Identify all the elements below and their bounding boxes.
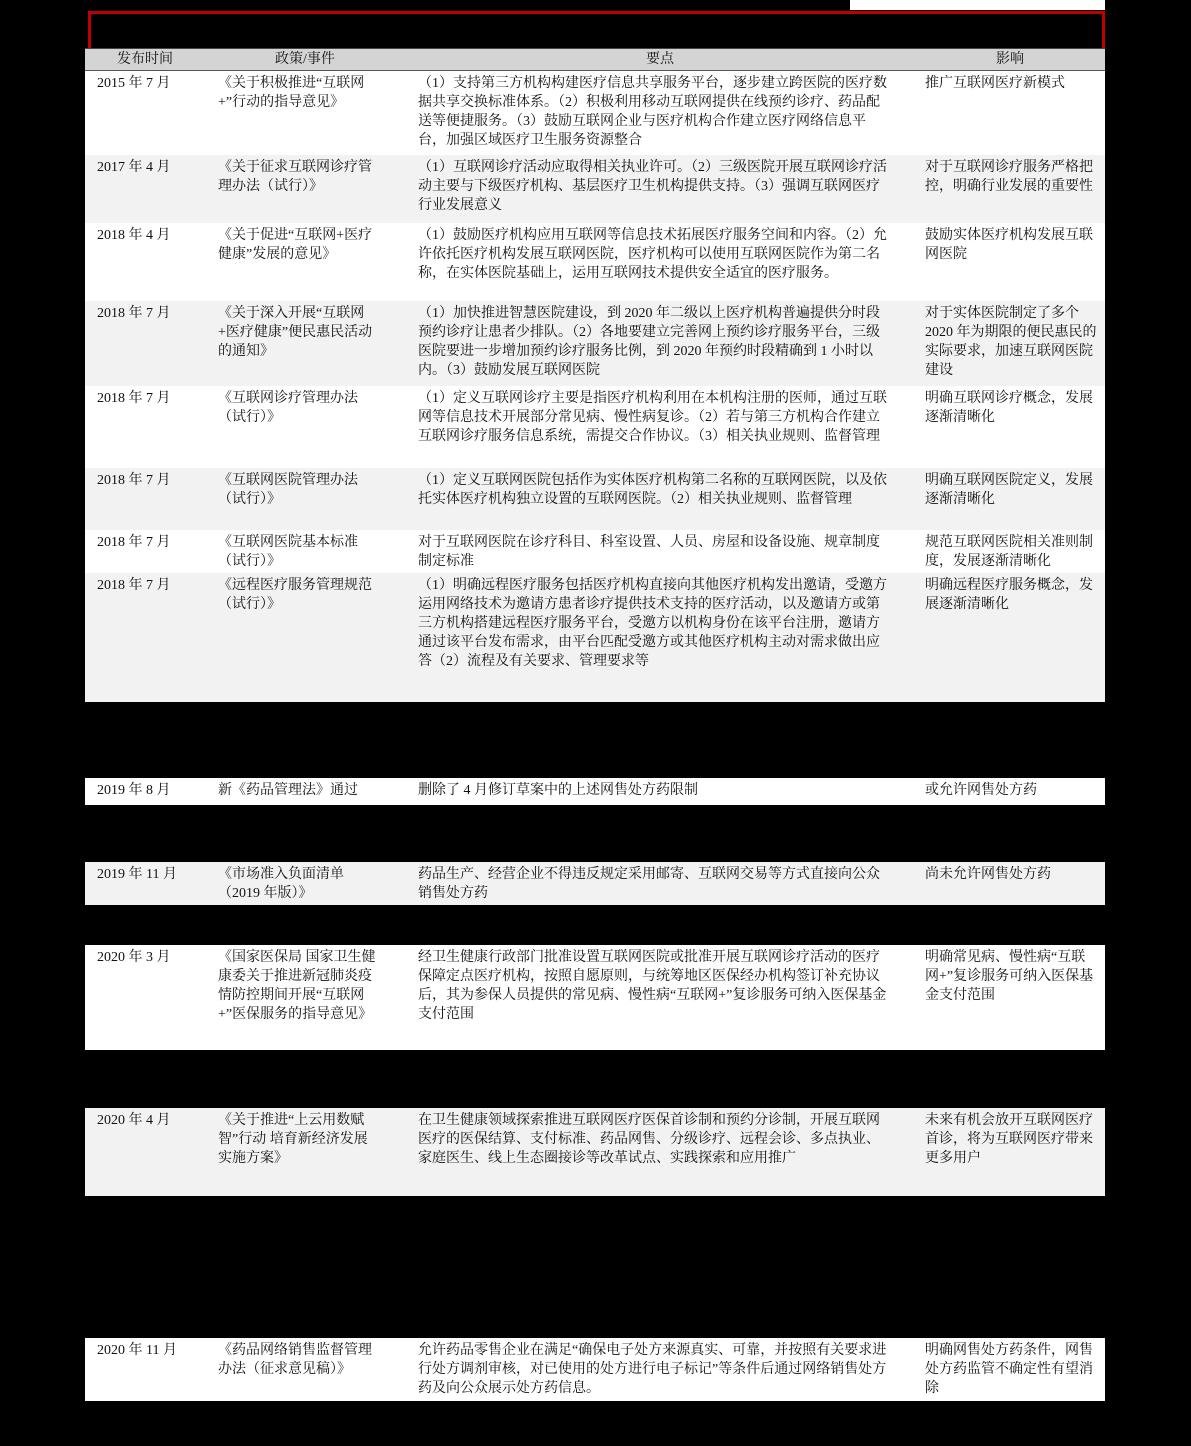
cell-policy: 《互联网诊疗管理办法（试行）》 <box>218 391 358 425</box>
table-row <box>85 530 1105 573</box>
cell-policy: 《关于推进“上云用数赋智”行动 培育新经济发展实施方案》 <box>218 1113 368 1166</box>
cell-date: 2018 年 7 月 <box>97 535 171 550</box>
cell-points: （1）定义互联网医院包括作为实体医疗机构第二名称的互联网医院，以及依托实体医疗机构独立设置的互联网医院。（2）相关执业规则、监督管理 <box>418 473 887 507</box>
cell-impact: 对于互联网诊疗服务严格把控，明确行业发展的重要性 <box>925 160 1093 194</box>
cell-date: 2020 年 3 月 <box>97 950 171 965</box>
table-row <box>85 468 1105 530</box>
cell-points: 药品生产、经营企业不得违反规定采用邮寄、互联网交易等方式直接向公众销售处方药 <box>418 867 880 901</box>
cell-impact: 规范互联网医院相关准则制度，发展逐渐清晰化 <box>925 535 1093 569</box>
cell-points: 允许药品零售企业在满足“确保电子处方来源真实、可靠，并按照有关要求进行处方调剂审核，对已使用的处方进行电子标记”等条件后通过网络销售处方药及向公众展示处方药信息。 <box>418 1343 887 1396</box>
table-row <box>85 1108 1105 1196</box>
cell-impact: 对于实体医院制定了多个 2020 年为期限的便民惠民的实际要求，加速互联网医院建设 <box>925 306 1097 378</box>
policy-table-section-5 <box>85 1108 1105 1196</box>
cell-date: 2020 年 11 月 <box>97 1343 177 1358</box>
cell-points: （1）加快推进智慧医院建设，到 2020 年二级以上医疗机构普遍提供分时段预约诊疗让患者少排队。（2）各地要建立完善网上预约诊疗服务平台，三级医院要进一步增加预约诊疗服务比例，到 2020 年预约时段精确到 1 小时以内。（3）鼓励发展互联网医院 <box>418 306 880 378</box>
table-row <box>85 573 1105 702</box>
cell-date: 2015 年 7 月 <box>97 76 171 91</box>
cell-impact: 明确互联网医院定义，发展逐渐清晰化 <box>925 473 1093 507</box>
title-box-redacted <box>88 11 1105 48</box>
cell-date: 2018 年 4 月 <box>97 228 171 243</box>
table-row <box>85 71 1105 155</box>
cell-date: 2020 年 4 月 <box>97 1113 171 1128</box>
header-impact: 影响 <box>996 52 1024 67</box>
table-row <box>85 1338 1105 1401</box>
table-row <box>85 301 1105 386</box>
cell-date: 2019 年 8 月 <box>97 783 171 798</box>
cell-policy: 《互联网医院基本标准（试行）》 <box>218 535 358 569</box>
cell-impact: 未来有机会放开互联网医疗首诊，将为互联网医疗带来更多用户 <box>925 1113 1093 1166</box>
policy-table-section-3 <box>85 862 1105 905</box>
cell-points: 删除了 4 月修订草案中的上述网售处方药限制 <box>418 783 698 798</box>
cell-policy: 《关于积极推进“互联网+”行动的指导意见》 <box>218 76 365 110</box>
cell-points: （1）明确远程医疗服务包括医疗机构直接向其他医疗机构发出邀请，受邀方运用网络技术为邀请方患者诊疗提供技术支持的医疗活动，以及邀请方或第三方机构搭建远程医疗服务平台，受邀方以机构身份在该平台注册，邀请方通过该平台发布需求，由平台匹配受邀方或其他医疗机构主动对需求做出应答（2）流程及有关要求、管理要求等 <box>418 578 887 669</box>
cell-impact: 推广互联网医疗新模式 <box>925 76 1065 91</box>
table-header-row <box>85 48 1105 71</box>
cell-date: 2018 年 7 月 <box>97 391 171 406</box>
table-row <box>85 223 1105 301</box>
cell-policy: 新《药品管理法》通过 <box>218 783 358 798</box>
cell-policy: 《关于征求互联网诊疗管理办法（试行）》 <box>218 160 372 194</box>
top-edge-strip <box>850 0 1105 10</box>
policy-table-section-2 <box>85 778 1105 805</box>
cell-impact: 或允许网售处方药 <box>925 783 1037 798</box>
cell-points: 在卫生健康领域探索推进互联网医疗医保首诊制和预约分诊制，开展互联网医疗的医保结算、支付标准、药品网售、分级诊疗、远程会诊、多点执业、家庭医生、线上生态圈接诊等改革试点、实践探索和应用推广 <box>418 1113 880 1166</box>
cell-policy: 《关于促进“互联网+医疗健康”发展的意见》 <box>218 228 373 262</box>
header-policy-event: 政策/事件 <box>275 52 335 67</box>
cell-impact: 明确远程医疗服务概念，发展逐渐清晰化 <box>925 578 1093 612</box>
cell-policy: 《远程医疗服务管理规范（试行）》 <box>218 578 372 612</box>
cell-impact: 鼓励实体医疗机构发展互联网医院 <box>925 228 1093 262</box>
table-row <box>85 155 1105 223</box>
cell-date: 2018 年 7 月 <box>97 578 171 593</box>
cell-policy: 《互联网医院管理办法（试行）》 <box>218 473 358 507</box>
policy-table-section-6 <box>85 1338 1105 1401</box>
cell-points: （1）支持第三方机构构建医疗信息共享服务平台，逐步建立跨医院的医疗数据共享交换标准体系。（2）积极利用移动互联网提供在线预约诊疗、药品配送等便捷服务。（3）鼓励互联网企业与医疗机构合作建立医疗网络信息平台，加强区域医疗卫生服务资源整合 <box>418 76 887 148</box>
cell-date: 2018 年 7 月 <box>97 473 171 488</box>
cell-policy: 《药品网络销售监督管理办法（征求意见稿）》 <box>218 1343 372 1377</box>
table-row <box>85 862 1105 905</box>
cell-policy: 《市场准入负面清单（2019 年版）》 <box>218 867 344 901</box>
table-row <box>85 386 1105 468</box>
cell-points: （1）鼓励医疗机构应用互联网等信息技术拓展医疗服务空间和内容。（2）允许依托医疗机构发展互联网医院，医疗机构可以使用互联网医院作为第二名称，在实体医院基础上，运用互联网技术提供安全适宜的医疗服务。 <box>418 228 887 281</box>
cell-date: 2017 年 4 月 <box>97 160 171 175</box>
cell-impact: 明确互联网诊疗概念，发展逐渐清晰化 <box>925 391 1093 425</box>
cell-date: 2018 年 7 月 <box>97 306 171 321</box>
cell-policy: 《关于深入开展“互联网+医疗健康”便民惠民活动的通知》 <box>218 306 373 359</box>
policy-table-section-4 <box>85 945 1105 1050</box>
cell-policy: 《国家医保局 国家卫生健康委关于推进新冠肺炎疫情防控期间开展“互联网+”医保服务的指导意见》 <box>218 950 376 1022</box>
header-publish-time: 发布时间 <box>117 52 173 67</box>
cell-points: 经卫生健康行政部门批准设置互联网医院或批准开展互联网诊疗活动的医疗保障定点医疗机构，按照自愿原则，与统筹地区医保经办机构签订补充协议后，其为参保人员提供的常见病、慢性病“互联网+”复诊服务可纳入医保基金支付范围 <box>418 950 887 1022</box>
cell-date: 2019 年 11 月 <box>97 867 177 882</box>
cell-impact: 尚未允许网售处方药 <box>925 867 1051 882</box>
cell-points: 对于互联网医院在诊疗科目、科室设置、人员、房屋和设备设施、规章制度制定标准 <box>418 535 880 569</box>
cell-points: （1）定义互联网诊疗主要是指医疗机构利用在本机构注册的医师，通过互联网等信息技术开展部分常见病、慢性病复诊。（2）若与第三方机构合作建立互联网诊疗服务信息系统，需提交合作协议。（3）相关执业规则、监督管理 <box>418 391 887 444</box>
table-row <box>85 778 1105 805</box>
cell-impact: 明确网售处方药条件，网售处方药监管不确定性有望消除 <box>925 1343 1093 1396</box>
policy-table-section-1 <box>85 48 1105 702</box>
table-row <box>85 945 1105 1050</box>
cell-points: （1）互联网诊疗活动应取得相关执业许可。（2）三级医院开展互联网诊疗活动主要与下级医疗机构、基层医疗卫生机构提供支持。（3）强调互联网医疗行业发展意义 <box>418 160 887 213</box>
header-key-points: 要点 <box>646 52 674 67</box>
cell-impact: 明确常见病、慢性病“互联网+”复诊服务可纳入医保基金支付范围 <box>925 950 1094 1003</box>
